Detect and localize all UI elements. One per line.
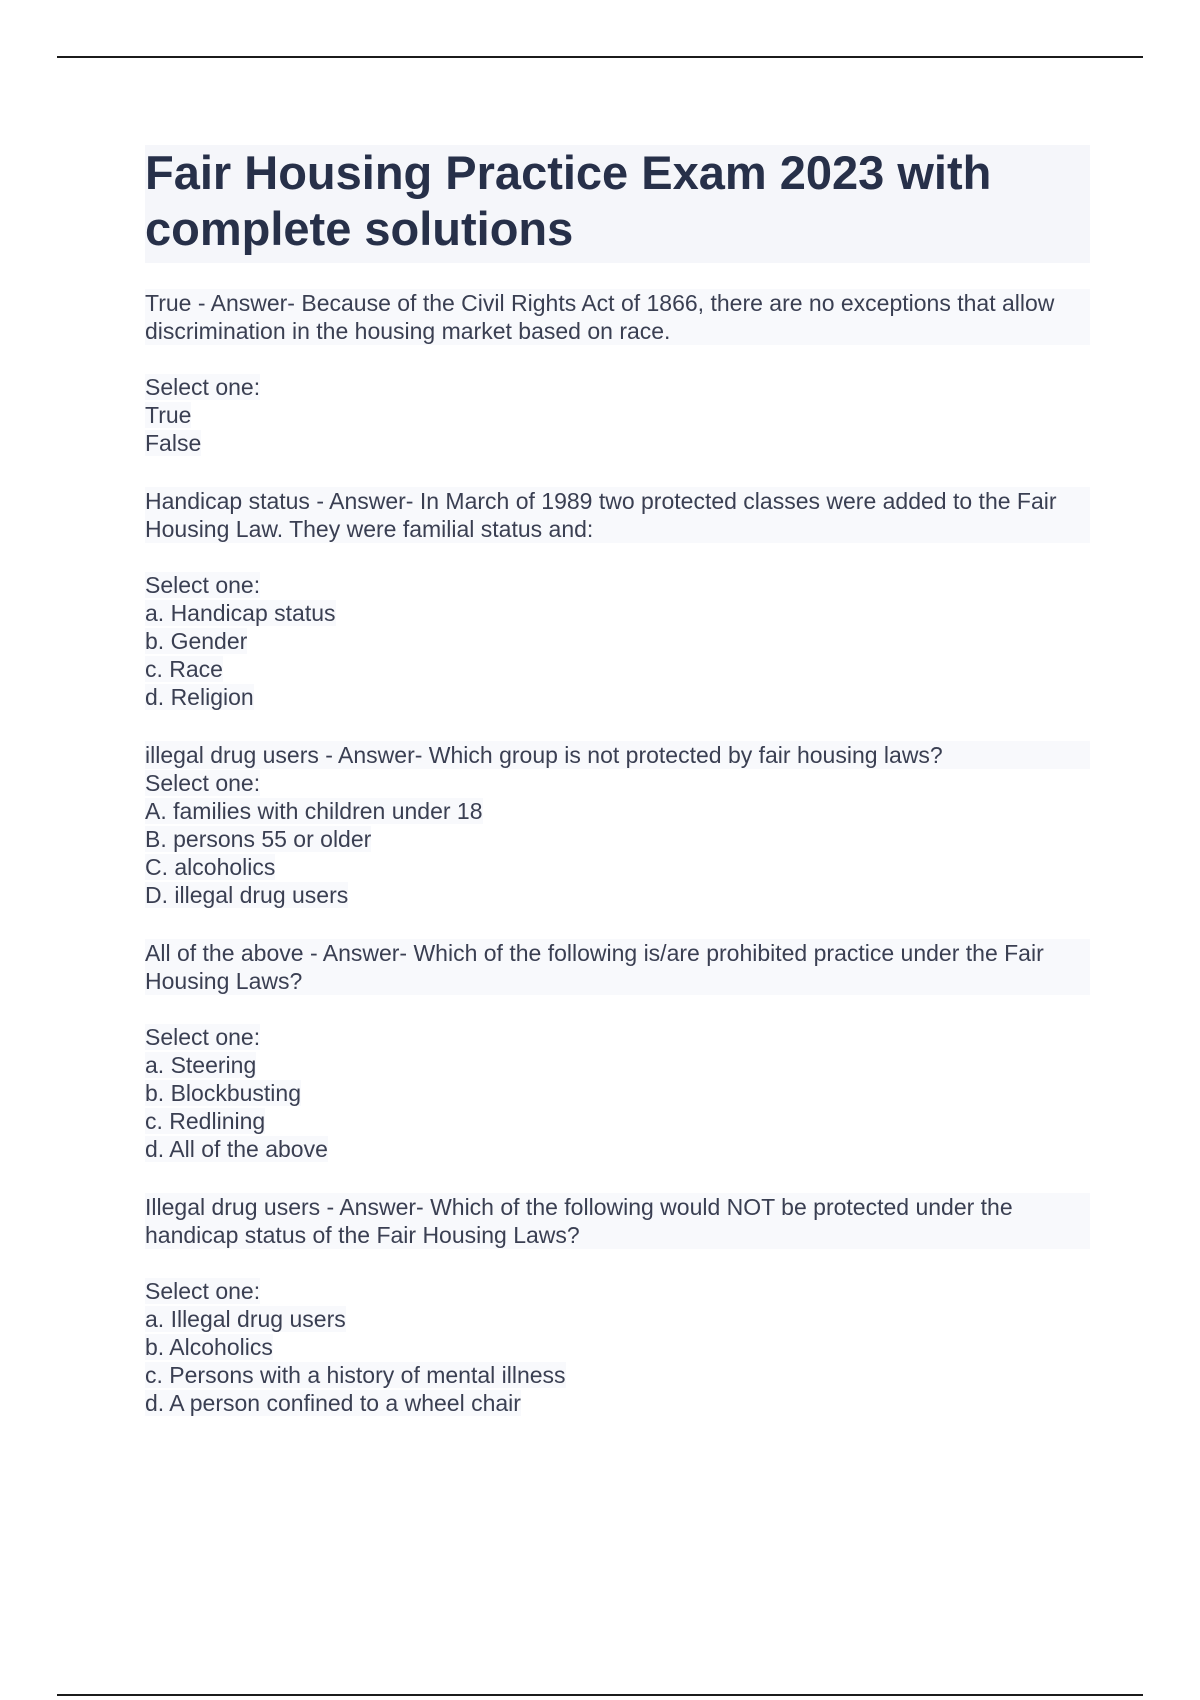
option-item: a. Illegal drug users: [145, 1306, 346, 1332]
option-item: b. Blockbusting: [145, 1080, 301, 1106]
question-2: [145, 487, 1090, 711]
select-one-label: Select one:: [145, 1024, 261, 1050]
select-one-label: Select one:: [145, 572, 261, 598]
option-item: a. Handicap status: [145, 600, 336, 626]
question-prompt: illegal drug users - Answer- Which group is not protected by fair housing laws?: [145, 741, 1090, 769]
select-one-label: Select one:: [145, 1278, 261, 1304]
option-item: B. persons 55 or older: [145, 826, 372, 852]
option-item: c. Redlining: [145, 1108, 266, 1134]
option-item: A. families with children under 18: [145, 798, 483, 824]
question-prompt: True - Answer- Because of the Civil Rights Act of 1866, there are no exceptions that allow discrimination in the housing market based on race.: [145, 289, 1090, 345]
option-item: False: [145, 430, 202, 456]
footer-rule: [57, 1694, 1143, 1696]
option-list: [145, 599, 1090, 711]
header-rule: [57, 56, 1143, 58]
option-item: d. A person confined to a wheel chair: [145, 1390, 521, 1416]
option-item: D. illegal drug users: [145, 882, 349, 908]
option-item: a. Steering: [145, 1052, 257, 1078]
option-list: [145, 797, 1090, 909]
option-item: d. All of the above: [145, 1136, 328, 1162]
option-list: [145, 1305, 1090, 1417]
title-block: [145, 145, 1090, 263]
question-prompt: Illegal drug users - Answer- Which of the following would NOT be protected under the handicap status of the Fair Housing Laws?: [145, 1193, 1090, 1249]
option-list: [145, 401, 1090, 457]
option-item: C. alcoholics: [145, 854, 276, 880]
page-title: Fair Housing Practice Exam 2023 with complete solutions: [145, 146, 992, 255]
question-prompt: Handicap status - Answer- In March of 1989 two protected classes were added to the Fair Housing Law. They were familial status and:: [145, 487, 1090, 543]
option-item: c. Persons with a history of mental illness: [145, 1362, 566, 1388]
question-4: [145, 939, 1090, 1163]
select-one-label: Select one:: [145, 770, 261, 796]
select-one-label: Select one:: [145, 374, 261, 400]
question-5: [145, 1193, 1090, 1417]
option-item: True: [145, 402, 192, 428]
option-item: b. Gender: [145, 628, 248, 654]
question-prompt: All of the above - Answer- Which of the following is/are prohibited practice under the Fair Housing Laws?: [145, 939, 1090, 995]
option-list: [145, 1051, 1090, 1163]
option-item: d. Religion: [145, 684, 254, 710]
question-1: [145, 289, 1090, 457]
question-3: [145, 741, 1090, 909]
document-body: [145, 145, 1090, 1447]
option-item: b. Alcoholics: [145, 1334, 273, 1360]
option-item: c. Race: [145, 656, 223, 682]
